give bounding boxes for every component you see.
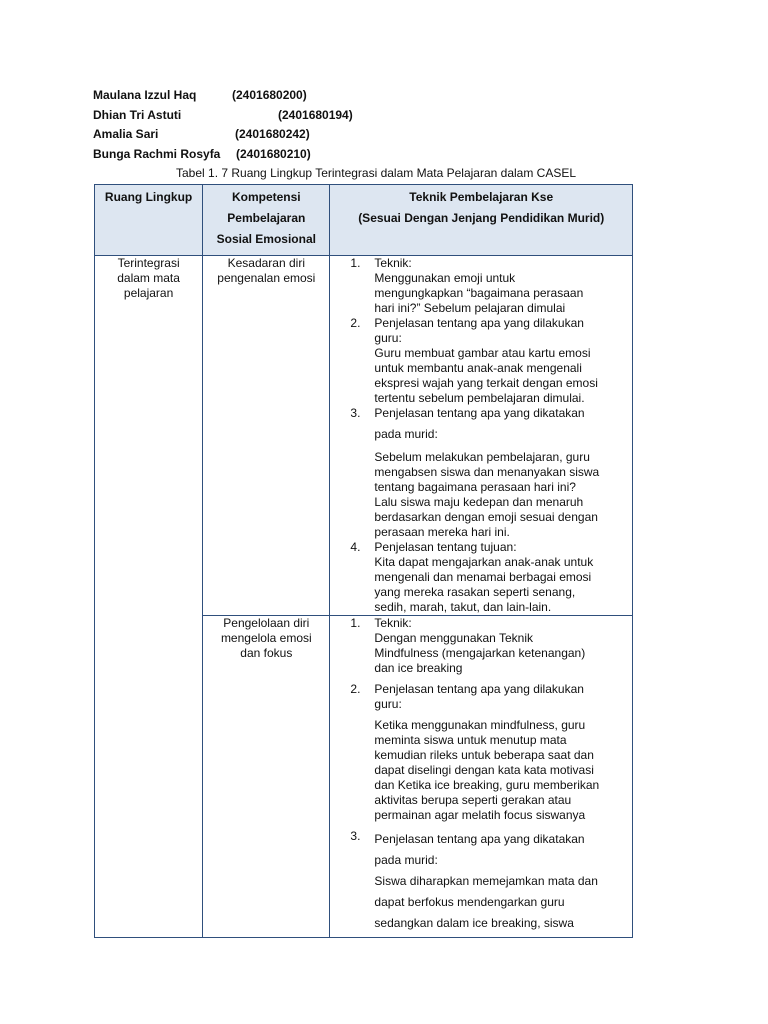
list-item <box>330 682 632 823</box>
technique-cell <box>330 256 633 616</box>
header-text: Pembelajaran <box>227 211 306 225</box>
step-text: sedangkan dalam ice breaking, siswa <box>374 916 574 930</box>
author-list <box>93 86 353 164</box>
step-label: Penjelasan tentang tujuan: <box>374 540 517 554</box>
step-continuation <box>330 421 632 540</box>
author-nim: (2401680200) <box>232 88 307 102</box>
step-text: Guru membuat gambar atau kartu emosi <box>374 346 591 360</box>
step-label: Penjelasan tentang apa yang dilakukan <box>374 682 584 696</box>
step-label: Penjelasan tentang apa yang dilakukan <box>374 316 584 330</box>
list-item <box>330 316 632 406</box>
list-item <box>330 406 632 421</box>
step-text: perasaan mereka hari ini. <box>374 525 510 539</box>
scope-line: Terintegrasi <box>117 256 180 270</box>
step-text: dan Ketika ice breaking, guru memberikan <box>374 778 600 792</box>
author-name: Amalia Sari <box>93 127 159 141</box>
scope-line: dalam mata <box>117 271 180 285</box>
step-text: yang mereka rasakan seperti senang, <box>374 585 576 599</box>
header-ruang-lingkup <box>95 185 203 256</box>
step-text: mengungkapkan “bagaimana perasaan <box>374 286 584 300</box>
competency-line: Pengelolaan diri <box>223 616 310 630</box>
author-row <box>93 145 311 165</box>
header-text: Kompetensi <box>231 190 301 204</box>
casel-table <box>94 184 633 938</box>
step-text: mengabsen siswa dan menanyakan siswa <box>374 465 600 479</box>
list-item <box>330 540 632 615</box>
step-label: pada murid: <box>374 427 438 441</box>
header-teknik <box>330 185 633 256</box>
step-text: Ketika menggunakan mindfulness, guru <box>374 718 586 732</box>
step-text: Lalu siswa maju kedepan dan menaruh <box>374 495 584 509</box>
list-number: 2. <box>350 682 361 696</box>
author-name: Dhian Tri Astuti <box>93 107 182 122</box>
step-text: meminta siswa untuk menutup mata <box>374 733 567 747</box>
step-text: kemudian rileks untuk beberapa saat dan <box>374 748 594 762</box>
list-number: 2. <box>350 316 361 330</box>
step-label: pada murid: <box>374 853 438 867</box>
step-text: dan ice breaking <box>374 661 463 675</box>
step-text: Mindfulness (mengajarkan ketenangan) <box>374 646 586 660</box>
step-text: mengenali dan menamai berbagai emosi <box>374 570 592 584</box>
competency-line: pengenalan emosi <box>217 271 316 285</box>
step-label: Penjelasan tentang apa yang dikatakan <box>374 406 585 420</box>
step-text: aktivitas berupa seperti gerakan atau <box>374 793 572 807</box>
table-caption: Tabel 1. 7 Ruang Lingkup Terintegrasi dalam Mata Pelajaran dalam CASEL <box>176 166 577 180</box>
author-nim: (2401680194) <box>278 107 353 122</box>
step-text: untuk membantu anak-anak mengenali <box>374 361 582 375</box>
step-label: Teknik: <box>374 616 412 630</box>
step-label: guru: <box>374 331 402 345</box>
step-text: dapat diselingi dengan kata kata motivasi <box>374 763 594 777</box>
list-number: 4. <box>350 540 361 554</box>
header-text: Sosial Emosional <box>216 232 316 246</box>
header-text: Teknik Pembelajaran Kse <box>409 190 554 204</box>
author-name: Bunga Rachmi Rosyfa <box>93 146 221 161</box>
step-text: berdasarkan dengan emoji sesuai dengan <box>374 510 598 524</box>
scope-line: pelajaran <box>123 286 174 300</box>
author-row <box>93 106 353 126</box>
header-text: (Sesuai Dengan Jenjang Pendidikan Murid) <box>358 211 605 225</box>
table-row <box>95 256 633 616</box>
step-text: sedih, marah, takut, dan lain-lain. <box>374 600 552 614</box>
step-text: dapat berfokus mendengarkan guru <box>374 895 565 909</box>
step-text: tentang bagaimana perasaan hari ini? <box>374 480 576 494</box>
list-number: 3. <box>350 829 361 843</box>
header-text: Ruang Lingkup <box>104 190 193 204</box>
step-text: ekspresi wajah yang terkait dengan emosi <box>374 376 598 390</box>
technique-cell <box>330 616 633 938</box>
step-text: tertentu sebelum pembelajaran dimulai. <box>374 391 585 405</box>
step-text: Sebelum melakukan pembelajaran, guru <box>374 450 590 464</box>
competency-cell <box>203 256 330 616</box>
list-item <box>330 829 632 934</box>
step-label: Penjelasan tentang apa yang dikatakan <box>374 832 585 846</box>
competency-line: dan fokus <box>240 646 293 660</box>
author-nim: (2401680242) <box>235 127 310 141</box>
list-item <box>330 616 632 676</box>
step-text: Siswa diharapkan memejamkan mata dan <box>374 874 598 888</box>
step-text: Dengan menggunakan Teknik <box>374 631 533 645</box>
list-number: 1. <box>350 616 361 630</box>
author-row <box>93 86 307 106</box>
step-label: Teknik: <box>374 256 412 270</box>
step-text: Kita dapat mengajarkan anak-anak untuk <box>374 555 594 569</box>
list-number: 1. <box>350 256 361 270</box>
table-header-row <box>95 185 633 256</box>
competency-line: Kesadaran diri <box>227 256 305 270</box>
list-number: 3. <box>350 406 361 420</box>
header-kompetensi <box>203 185 330 256</box>
competency-line: mengelola emosi <box>220 631 312 645</box>
list-item <box>330 256 632 316</box>
author-row <box>93 125 310 145</box>
step-text: permainan agar melatih focus siswanya <box>374 808 586 822</box>
scope-cell <box>95 256 203 938</box>
competency-cell <box>203 616 330 938</box>
author-nim: (2401680210) <box>236 146 311 161</box>
step-label: guru: <box>374 697 402 711</box>
author-name: Maulana Izzul Haq <box>93 88 197 102</box>
step-text: Menggunakan emoji untuk <box>374 271 516 285</box>
step-text: hari ini?” Sebelum pelajaran dimulai <box>374 301 566 315</box>
